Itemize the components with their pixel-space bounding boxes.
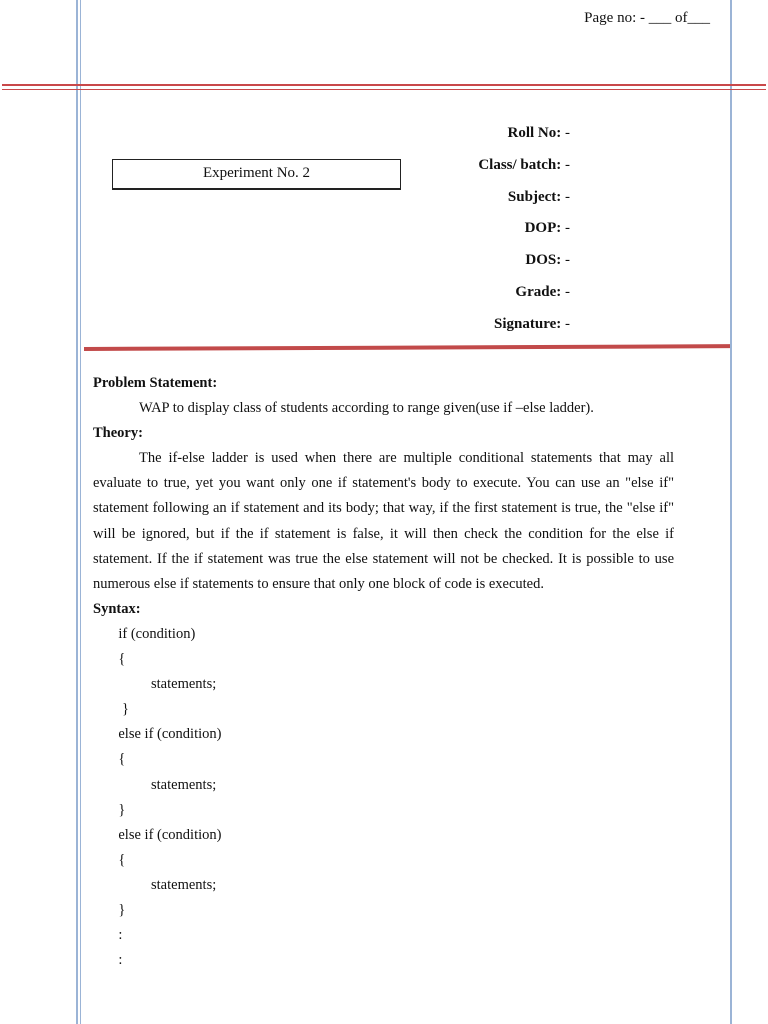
info-value: -: [561, 188, 570, 205]
info-row-dop: [420, 216, 570, 248]
section-divider: [84, 344, 730, 351]
syntax-line: else if (condition): [93, 726, 222, 743]
page-number: Page no: - ___ of___: [584, 10, 710, 26]
syntax-line: {: [93, 851, 126, 868]
info-label: Roll No:: [507, 125, 562, 141]
info-label: Subject:: [507, 188, 562, 205]
problem-statement-heading: Problem Statement:: [93, 375, 218, 391]
info-value: -: [561, 125, 570, 141]
info-row-roll-no: [420, 121, 570, 153]
syntax-line: else if (condition): [93, 826, 222, 843]
syntax-line: if (condition): [93, 625, 196, 642]
syntax-line: statements;: [93, 876, 217, 893]
syntax-line: }: [93, 801, 126, 818]
info-label: Class/ batch:: [478, 156, 562, 173]
margin-line-left-inner: [80, 0, 81, 1024]
syntax-block: [93, 622, 674, 973]
theory-text: The if-else ladder is used when there are multiple conditional statements that may all evaluate to true, yet you want only one if statement's body to execute. You can use an "else if" statement following an if statement and its body; that way, if the first statement is true, the "else if" will be ignored, but if the if statement is false, it will then check the condition for the else if statement. If the if statement was true the else statement will not be checked. It is possible to use numerous else if statements to ensure that only one block of code is executed.: [93, 450, 674, 592]
syntax-line: {: [93, 751, 126, 768]
syntax-line: statements;: [93, 676, 217, 693]
info-value: -: [561, 220, 570, 237]
header-rule-thin: [2, 89, 766, 90]
syntax-line: }: [93, 901, 126, 918]
syntax-line: {: [93, 651, 126, 668]
student-info-block: [420, 121, 570, 344]
theory-heading: Theory:: [93, 425, 143, 442]
experiment-title-box: [112, 159, 401, 190]
info-row-grade: [420, 280, 570, 312]
info-value: -: [561, 283, 570, 300]
info-row-subject: [420, 185, 570, 217]
margin-line-left-outer: [76, 0, 78, 1024]
syntax-line: :: [93, 927, 123, 944]
info-label: Grade:: [515, 283, 562, 300]
info-label: DOP:: [524, 220, 562, 237]
info-label: Signature:: [494, 315, 562, 332]
info-row-class-batch: [420, 153, 570, 185]
syntax-line: statements;: [93, 776, 217, 793]
header-rule-thick: [2, 84, 766, 86]
info-row-signature: [420, 312, 570, 344]
syntax-line: }: [93, 701, 129, 718]
document-body: [93, 371, 674, 973]
margin-line-right: [730, 0, 732, 1024]
info-value: -: [561, 156, 570, 173]
info-value: -: [561, 252, 570, 269]
info-value: -: [561, 315, 570, 332]
info-label: DOS:: [525, 252, 562, 269]
syntax-line: :: [93, 952, 123, 969]
syntax-heading: Syntax:: [93, 600, 141, 617]
experiment-title: Experiment No. 2: [202, 165, 311, 181]
info-row-dos: [420, 248, 570, 280]
problem-statement-text: WAP to display class of students according to range given(use if –else ladder).: [139, 400, 594, 417]
